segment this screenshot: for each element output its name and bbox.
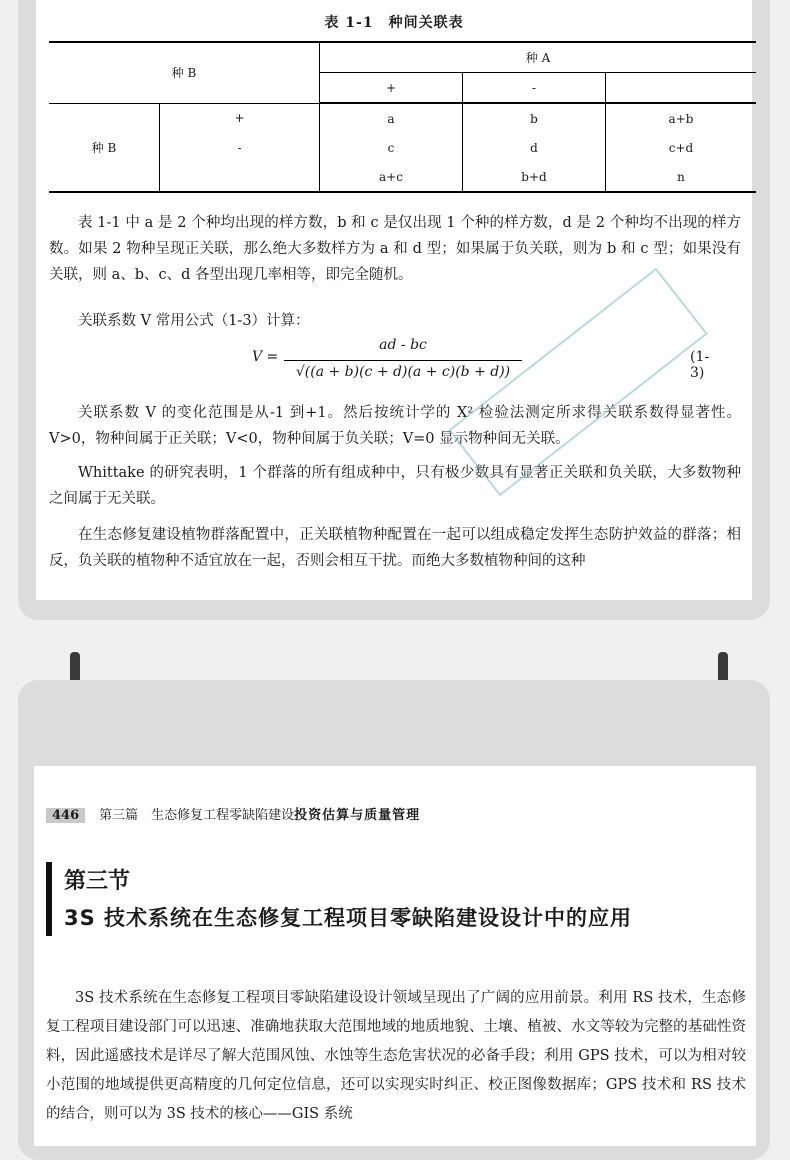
section-label: 第三节 <box>64 869 131 894</box>
table-cell: b <box>463 103 606 133</box>
table-row-header: 种 B <box>49 42 320 103</box>
paragraph: 表 1-1 中 a 是 2 个种均出现的样方数，b 和 c 是仅出现 1 个种的样方数，d 是 2 个种均不出现的样方数。如果 2 物种呈现正关联，那么绝大多数样方为 a 和 d 型；如果属于负关联，则为 b 和 c 型；如果没有关联，则 a、b、c、d 各型出现几率相等，即完全随机。 <box>49 215 741 283</box>
col-sign-plus: + <box>320 73 463 104</box>
paragraph: Whittake 的研究表明，1 个群落的所有组成种中，只有极少数具有显著正关联和负关联，大多数物种之间属于无关联。 <box>49 465 741 507</box>
table-cell: a <box>320 103 463 133</box>
row-sign: + <box>160 103 320 133</box>
table-cell: n <box>606 162 757 192</box>
section-bar <box>46 862 52 936</box>
formula-number: (1-3) <box>690 349 710 381</box>
table-col-header: 种 A <box>320 42 757 73</box>
table-cell: c+d <box>606 133 757 162</box>
book-page-lower <box>34 766 756 1146</box>
row-sign <box>160 162 320 192</box>
table-cell: a+b <box>606 103 757 133</box>
book-page-upper <box>36 0 752 600</box>
col-sign-total <box>606 73 757 104</box>
table-cell: d <box>463 133 606 162</box>
page-number: 446 <box>46 808 85 823</box>
table-cell: c <box>320 133 463 162</box>
table-cell: a+c <box>320 162 463 192</box>
section-title: 3S 技术系统在生态修复工程项目零缺陷建设设计中的应用 <box>64 906 633 930</box>
fraction-bar <box>284 360 522 361</box>
col-sign-minus: - <box>463 73 606 104</box>
row-sign: - <box>160 133 320 162</box>
association-table <box>49 41 756 193</box>
formula-lhs: V = <box>252 349 279 365</box>
running-head-bold: 投资估算与质量管理 <box>294 808 421 823</box>
paragraph: 在生态修复建设植物群落配置中，正关联植物种配置在一起可以组成稳定发挥生态防护效益的群落；相反，负关联的植物种不适宜放在一起，否则会相互干扰。而绝大多数植物种间的这种 <box>49 527 741 569</box>
paragraph: 关联系数 V 常用公式（1-3）计算： <box>78 313 310 329</box>
running-head-text: 第三篇 生态修复工程零缺陷建设 <box>99 808 295 823</box>
table-row-label: 种 B <box>49 103 160 192</box>
paragraph: 3S 技术系统在生态修复工程项目零缺陷建设设计领域呈现出了广阔的应用前景。利用 RS 技术，生态修复工程项目建设部门可以迅速、准确地获取大范围地域的地质地貌、土壤、植被、水文等较为完整的基础性资料，因此遥感技术是详尽了解大范围风蚀、水蚀等生态危害状况的必备手段；利用 GPS 技术，可以为相对较小范围的地域提供更高精度的几何定位信息，还可以实现实时纠正、校正图像数据库；GPS 技术和 RS 技术的结合，则可以为 3S 技术的核心——GIS 系统 <box>46 990 746 1122</box>
running-head <box>46 804 420 823</box>
formula-numerator: ad - bc <box>379 337 427 353</box>
paragraph: 关联系数 V 的变化范围是从-1 到+1。然后按统计学的 X² 检验法测定所求得关联系数得显著性。V>0，物种间属于正关联；V<0，物种间属于负关联；V=0 显示物种间无关联。 <box>49 405 741 447</box>
table-cell: b+d <box>463 162 606 192</box>
formula-denominator: √((a + b)(c + d)(a + c)(b + d)) <box>295 364 511 380</box>
table-caption: 表 1-1 种间关联表 <box>324 15 464 31</box>
